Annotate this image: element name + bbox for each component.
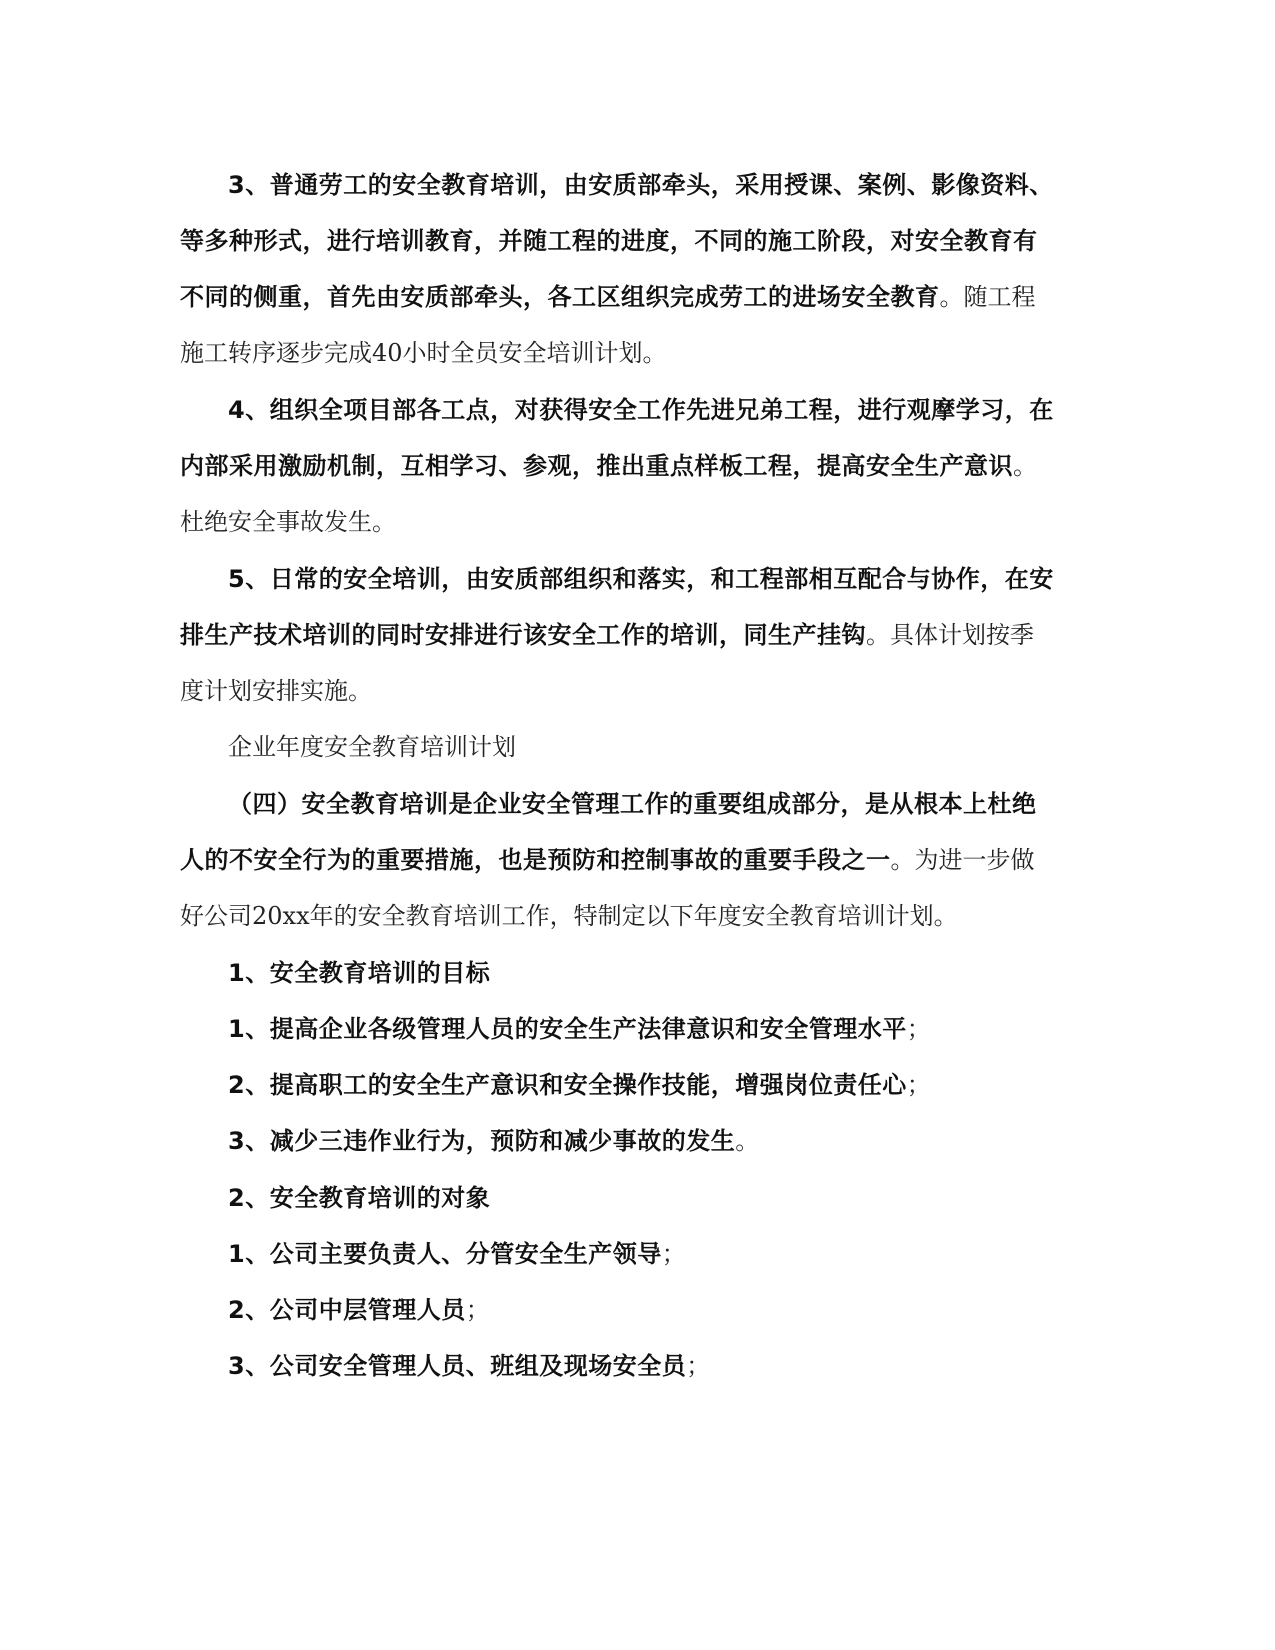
- para3-line4: 施工转序逐步完成40小时全员安全培训计划。: [180, 339, 667, 367]
- goals-item-2-text: 2、提高职工的安全生产意识和安全操作技能，增强岗位责任心: [228, 1071, 907, 1099]
- targets-item-2-punct: ；: [465, 1296, 490, 1324]
- intro-line2-bold: 人的不安全行为的重要措施，也是预防和控制事故的重要手段之一: [180, 846, 891, 874]
- goals-item-2-punct: ；: [906, 1071, 931, 1099]
- para3-line3: [180, 282, 1036, 312]
- para3-line3-bold: 不同的侧重，首先由安质部牵头，各工区组织完成劳工的进场安全教育: [180, 283, 940, 311]
- para3-line1: 3、普通劳工的安全教育培训，由安质部牵头，采用授课、案例、影像资料、: [228, 171, 1054, 199]
- para4-line2-regular: 。: [1013, 452, 1037, 480]
- goals-item-3-punct: 。: [735, 1127, 760, 1155]
- targets-item-1-punct: ；: [661, 1240, 686, 1268]
- targets-item-3: [228, 1351, 710, 1381]
- intro-line1: （四）安全教育培训是企业安全管理工作的重要组成部分，是从根本上杜绝: [228, 790, 1037, 818]
- targets-item-2: [228, 1295, 490, 1325]
- intro-line2: [180, 845, 1035, 875]
- para4-line3: 杜绝安全事故发生。: [180, 508, 396, 536]
- goals-item-3-text: 3、减少三违作业行为，预防和减少事故的发生: [228, 1127, 736, 1155]
- intro-line3: 好公司20xx年的安全教育培训工作，特制定以下年度安全教育培训计划。: [180, 902, 958, 930]
- para4-line2: [180, 451, 1037, 481]
- targets-heading: 2、安全教育培训的对象: [228, 1184, 491, 1212]
- para4-line2-bold: 内部采用激励机制，互相学习、参观，推出重点样板工程，提高安全生产意识: [180, 452, 1013, 480]
- para5-line2-regular: 。具体计划按季: [866, 621, 1034, 649]
- goals-item-1-punct: ；: [906, 1015, 931, 1043]
- targets-item-1: [228, 1239, 686, 1269]
- para3-line2: 等多种形式，进行培训教育，并随工程的进度，不同的施工阶段，对安全教育有: [180, 227, 1038, 255]
- targets-item-2-text: 2、公司中层管理人员: [228, 1296, 466, 1324]
- para5-line2: [180, 620, 1034, 650]
- targets-item-3-text: 3、公司安全管理人员、班组及现场安全员: [228, 1352, 687, 1380]
- intro-line2-regular: 。为进一步做: [890, 846, 1035, 874]
- para5-line2-bold: 排生产技术培训的同时安排进行该安全工作的培训，同生产挂钩: [180, 621, 866, 649]
- para5-line3: 度计划安排实施。: [180, 677, 372, 705]
- para4-line1: 4、组织全项目部各工点，对获得安全工作先进兄弟工程，进行观摩学习，在: [228, 396, 1054, 424]
- section-title: 企业年度安全教育培训计划: [228, 733, 516, 761]
- targets-item-1-text: 1、公司主要负责人、分管安全生产领导: [228, 1240, 662, 1268]
- goals-item-3: [228, 1126, 759, 1156]
- goals-item-2: [228, 1070, 931, 1100]
- targets-item-3-punct: ；: [686, 1352, 711, 1380]
- goals-item-1-text: 1、提高企业各级管理人员的安全生产法律意识和安全管理水平: [228, 1015, 907, 1043]
- goals-item-1: [228, 1014, 931, 1044]
- para5-line1: 5、日常的安全培训，由安质部组织和落实，和工程部相互配合与协作，在安: [228, 565, 1054, 593]
- para3-line3-regular: 。随工程: [939, 283, 1036, 311]
- goals-heading: 1、安全教育培训的目标: [228, 959, 491, 987]
